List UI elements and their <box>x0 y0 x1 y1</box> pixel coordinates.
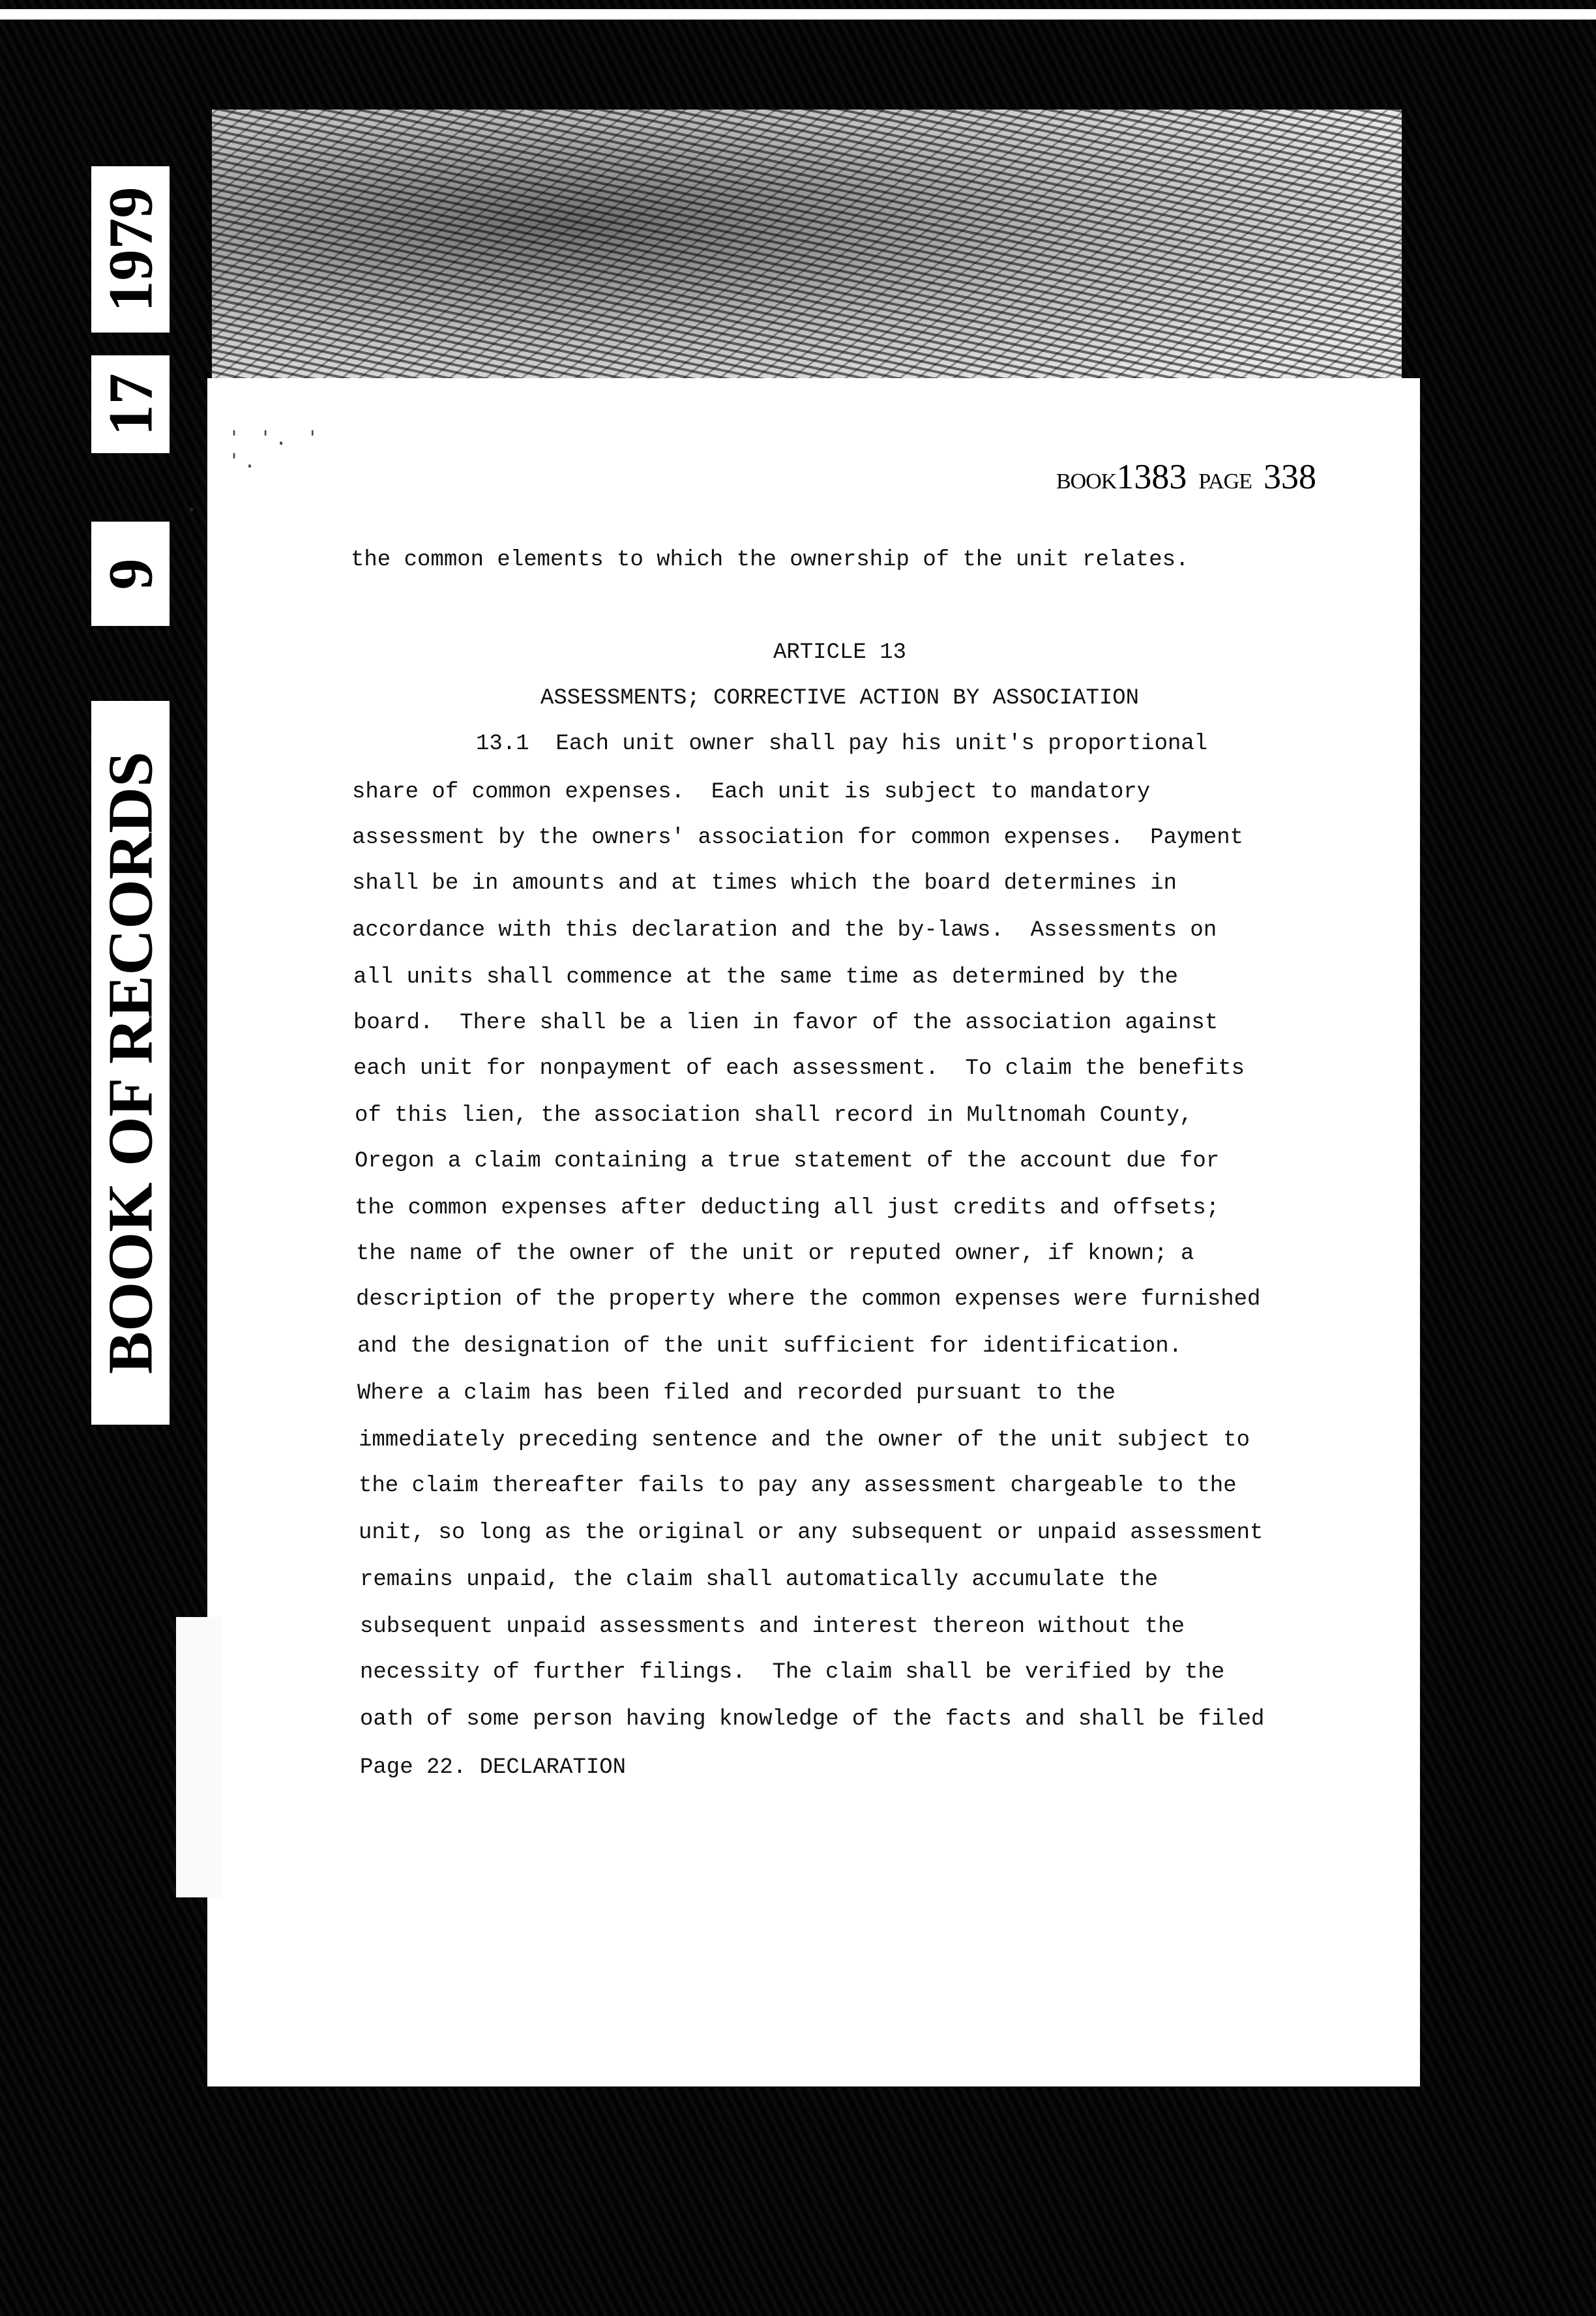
body-line: necessity of further filings. The claim shall be verified by the <box>360 1660 1225 1685</box>
body-line: Oregon a claim containing a true statement of the account due for <box>355 1149 1220 1174</box>
spine-year: 1979 <box>95 186 166 312</box>
article-title: ASSESSMENTS; CORRECTIVE ACTION BY ASSOCIATION <box>540 686 1140 711</box>
body-line: description of the property where the common expenses were furnished <box>356 1287 1261 1312</box>
spine-month: 9 <box>95 558 166 589</box>
continuation-line: the common elements to which the ownership of the unit relates. <box>351 548 1189 572</box>
book-page-reference <box>1056 456 1317 502</box>
book-number: 1383 <box>1116 457 1187 496</box>
body-line: 13.1 Each unit owner shall pay his unit's proportional <box>476 732 1208 756</box>
body-line: Where a claim has been filed and recorded pursuant to the <box>357 1381 1116 1406</box>
body-line: the claim thereafter fails to pay any assessment chargeable to the <box>359 1474 1237 1498</box>
body-line: of this lien, the association shall record in Multnomah County, <box>355 1103 1193 1128</box>
body-line: unit, so long as the original or any subsequent or unpaid assessment <box>359 1521 1264 1545</box>
scan-noise-band <box>212 110 1402 395</box>
top-scan-edge <box>0 9 1596 20</box>
spine-month-block <box>91 522 170 626</box>
spine-title-block <box>91 701 170 1425</box>
page-footer: Page 22. DECLARATION <box>360 1755 627 1780</box>
book-label: BOOK <box>1056 469 1117 494</box>
spine-year-block <box>91 166 170 333</box>
body-line: all units shall commence at the same time as determined by the <box>353 965 1179 990</box>
body-line: the name of the owner of the unit or reputed owner, if known; a <box>356 1241 1194 1266</box>
body-line: the common expenses after deducting all just credits and offsets; <box>355 1196 1220 1221</box>
body-line: shall be in amounts and at times which the board determines in <box>352 871 1177 896</box>
spine-day: 17 <box>95 373 166 436</box>
body-line: subsequent unpaid assessments and interest thereon without the <box>360 1614 1185 1639</box>
body-line: assessment by the owners' association for common expenses. Payment <box>352 825 1244 850</box>
body-line: remains unpaid, the claim shall automatically accumulate the <box>360 1567 1159 1592</box>
page-number: 338 <box>1264 457 1317 496</box>
body-line: accordance with this declaration and the by-laws. Assessments on <box>352 918 1217 943</box>
body-line: share of common expenses. Each unit is subject to mandatory <box>352 780 1151 805</box>
article-number: ARTICLE 13 <box>773 640 907 665</box>
spine-title: BOOK OF RECORDS <box>95 751 166 1374</box>
spine-day-block <box>91 355 170 453</box>
body-line: board. There shall be a lien in favor of the association against <box>353 1011 1219 1035</box>
page-edge-strip <box>176 1617 222 1897</box>
page-label: PAGE <box>1198 469 1252 494</box>
document-page <box>207 378 1420 2086</box>
body-line: oath of some person having knowledge of the facts and shall be filed <box>360 1707 1265 1732</box>
body-line: each unit for nonpayment of each assessment. To claim the benefits <box>353 1056 1245 1081</box>
spine-label <box>91 166 170 1425</box>
body-line: immediately preceding sentence and the owner of the unit subject to <box>359 1428 1250 1453</box>
body-line: and the designation of the unit sufficient for identification. <box>357 1334 1183 1359</box>
stamp-marks: ' '. ' '. <box>228 427 323 473</box>
